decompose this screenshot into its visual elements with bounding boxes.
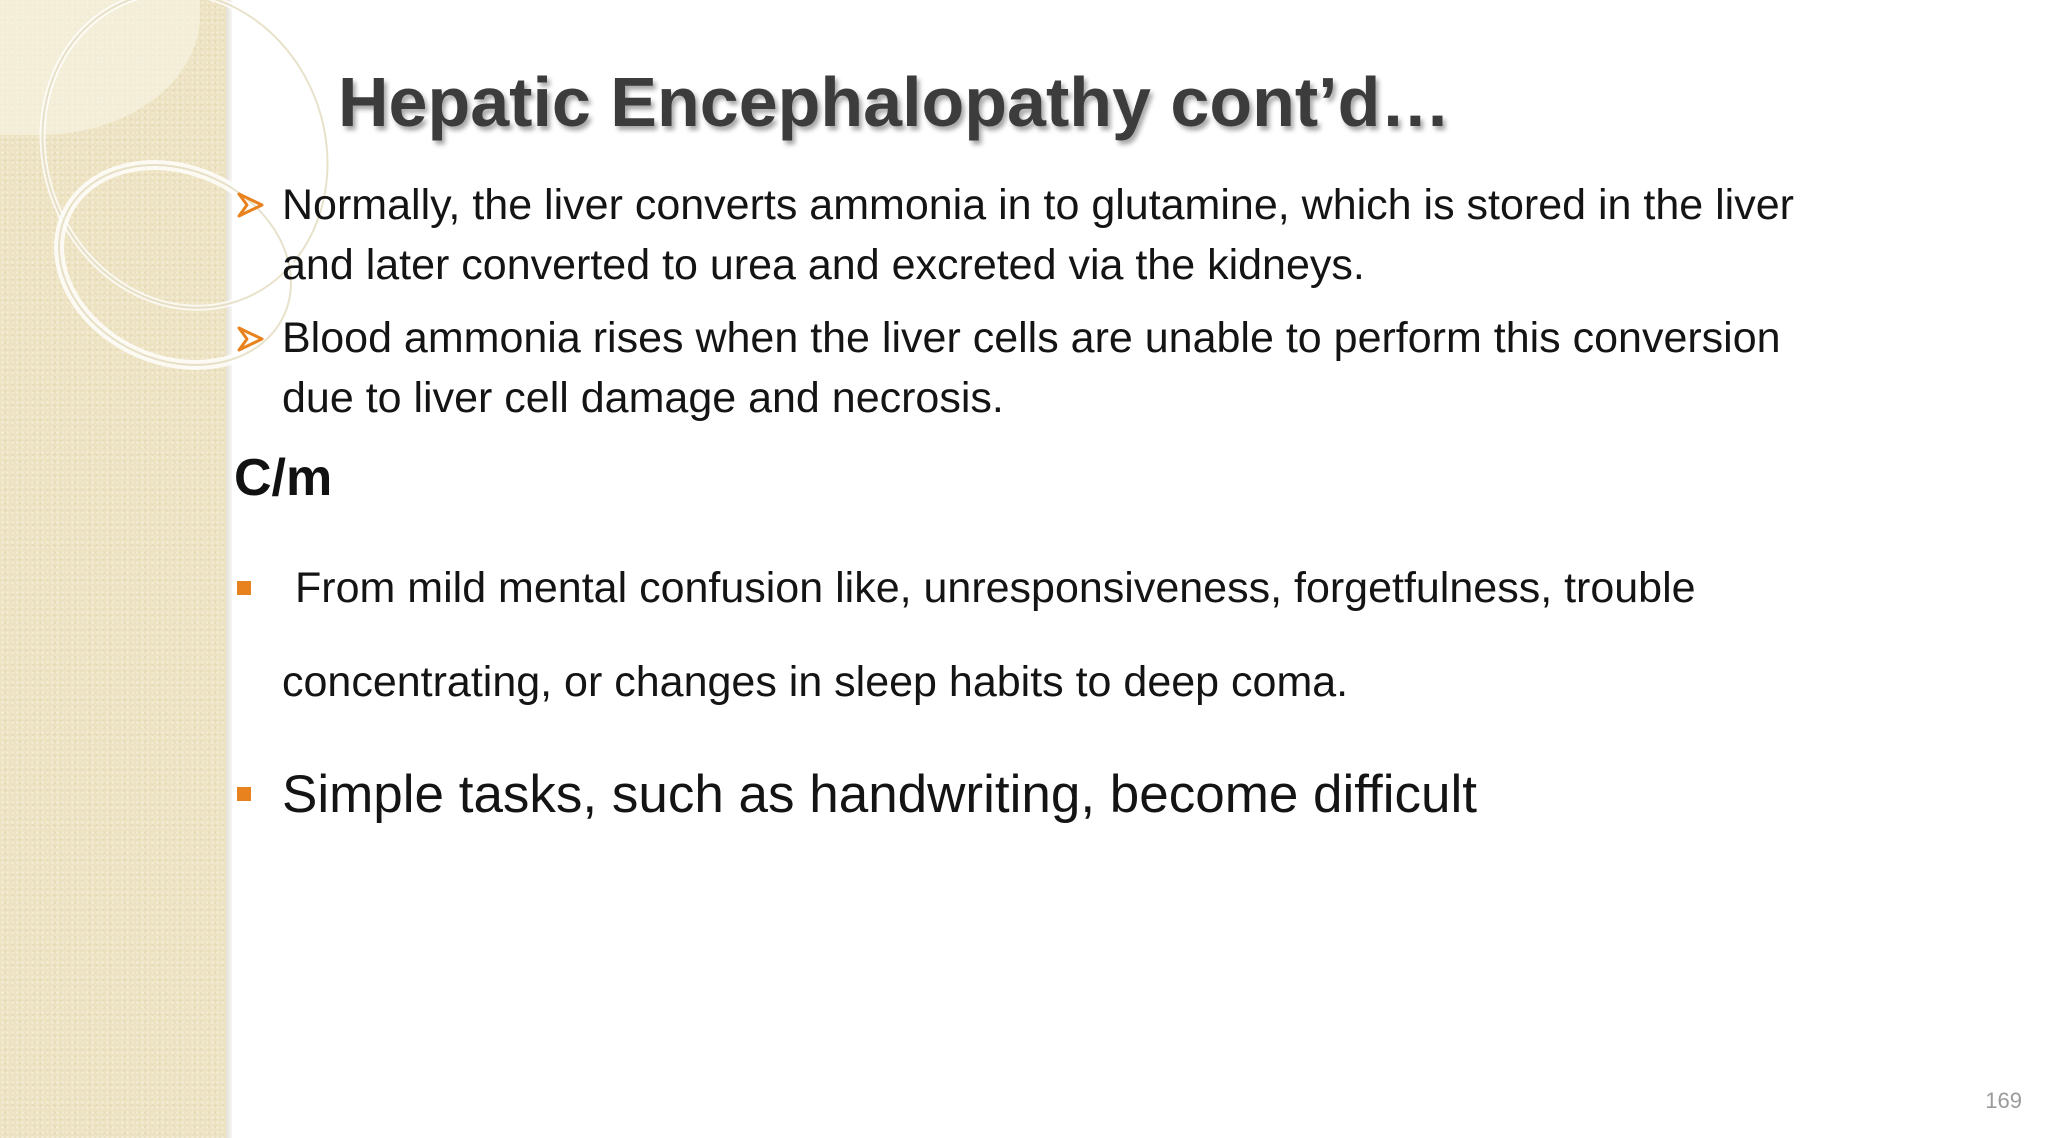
square-bullet-icon (237, 787, 251, 801)
bullet-2-line-1: Blood ammonia rises when the liver cells are unable to perform this conversion (282, 314, 1781, 362)
cm-bullet-2-line-1: Simple tasks, such as handwriting, become difficult (282, 765, 1478, 824)
page-number: 169 (1985, 1088, 2022, 1113)
arrow-bullet-icon (236, 190, 266, 220)
bullet-2-line-2: due to liver cell damage and necrosis. (282, 374, 1004, 422)
bullet-1-line-1: Normally, the liver converts ammonia in to glutamine, which is stored in the liver (282, 181, 1794, 229)
bullet-1-line-2: and later converted to urea and excreted via the kidneys. (282, 241, 1365, 289)
arrow-bullet-icon (236, 324, 266, 354)
slide-title: Hepatic Encephalopathy cont’d… (338, 63, 1451, 141)
cm-bullet-1-line-2: concentrating, or changes in sleep habits to deep coma. (282, 658, 1349, 706)
square-bullet-icon (237, 581, 251, 595)
cm-bullet-1-line-1: From mild mental confusion like, unresponsiveness, forgetfulness, trouble (295, 564, 1696, 612)
section-heading: C/m (234, 449, 333, 507)
